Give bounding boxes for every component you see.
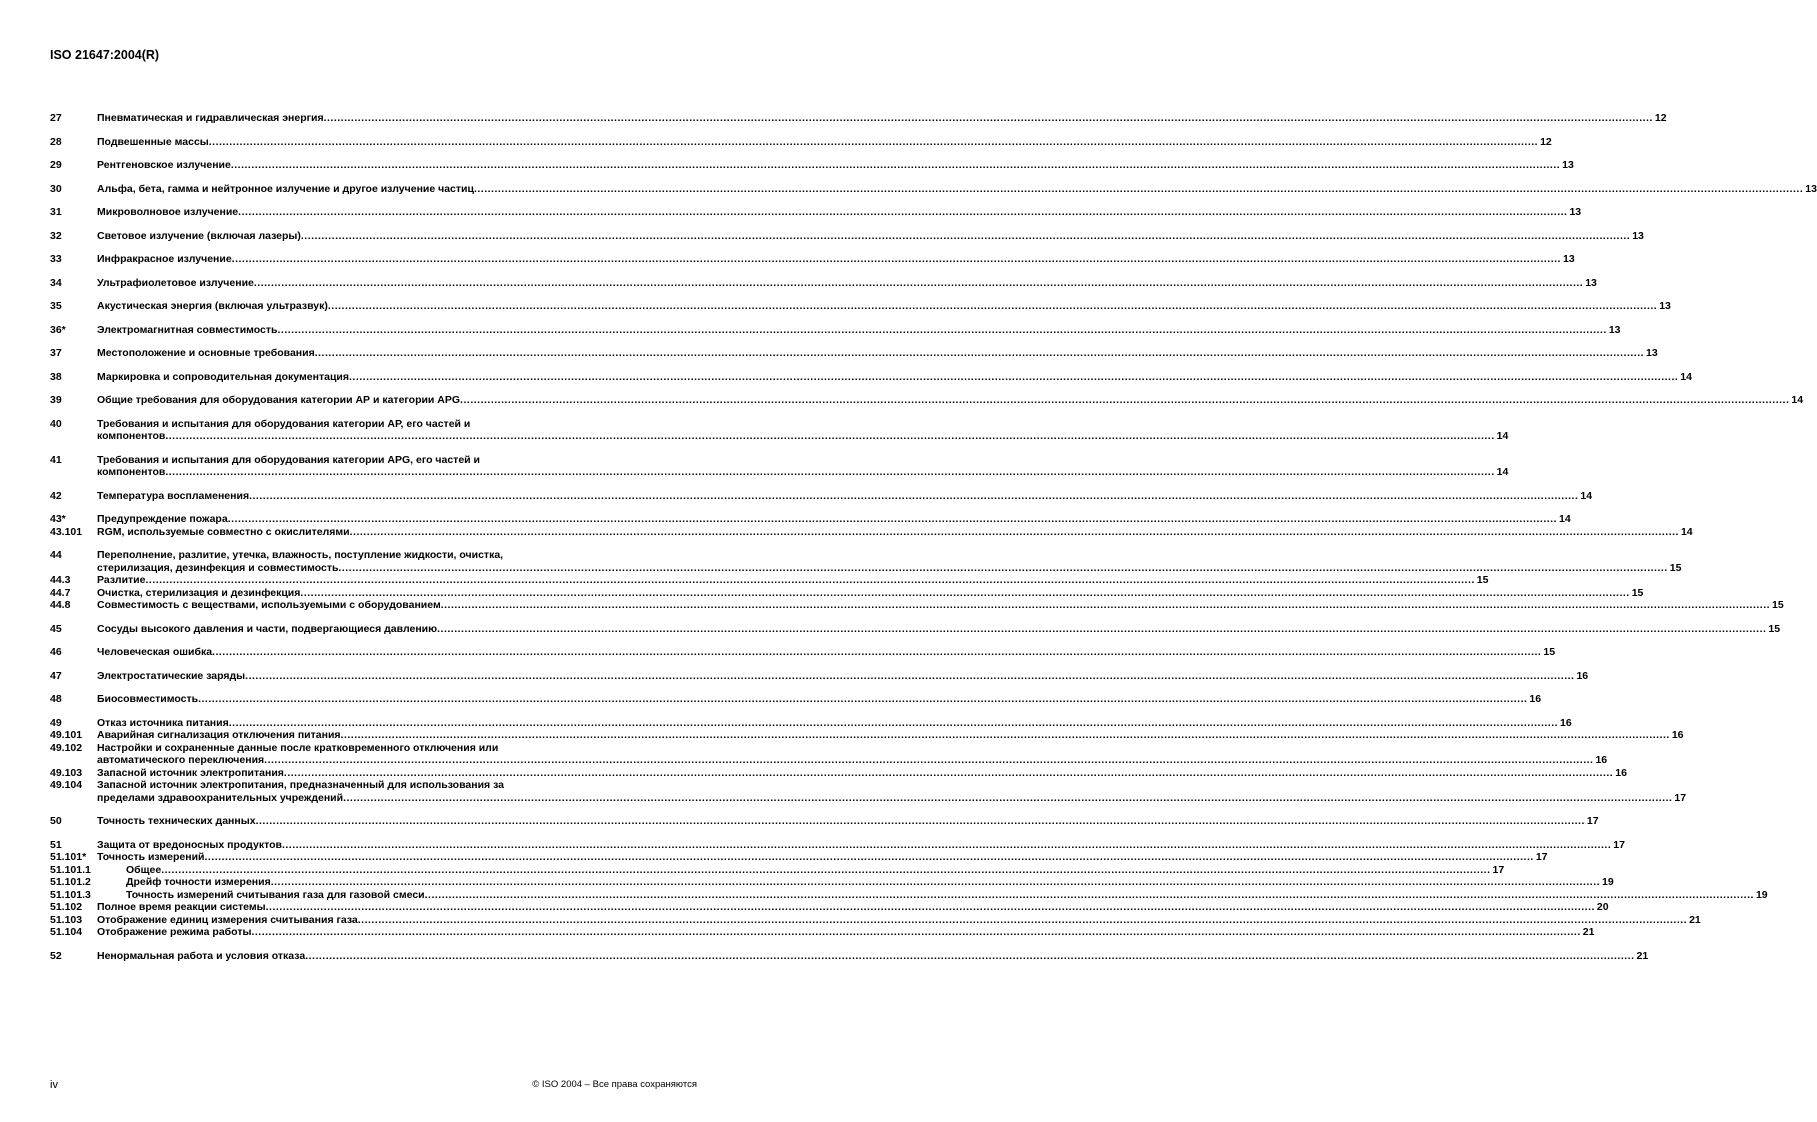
toc-entry[interactable] (50, 901, 1609, 914)
toc-entry-number: 51.101.2 (50, 876, 91, 888)
toc-entry-page: 13 (1569, 206, 1582, 218)
dot-leader (238, 206, 1567, 219)
dot-leader (212, 646, 1541, 659)
dot-leader (300, 587, 1629, 600)
toc-entry-page: 13 (1646, 347, 1658, 359)
dot-leader (205, 851, 1534, 864)
toc-entry-title: автоматического переключения (97, 754, 265, 766)
toc-entry-page: 21 (1582, 926, 1595, 938)
toc-entry[interactable] (50, 253, 1575, 266)
toc-entry-title: Местоположение и основные требования (97, 347, 315, 359)
toc-entry-page: 14 (1496, 430, 1509, 442)
toc-entry[interactable] (50, 525, 1693, 539)
toc-entry-title: Разлитие (97, 574, 146, 586)
toc-entry-page: 15 (1631, 586, 1644, 599)
toc-entry-title: Подвешенные массы (97, 135, 209, 148)
toc-entry-number: 29 (50, 159, 62, 171)
toc-entry-number: 36* (50, 323, 66, 336)
dot-leader (425, 889, 1754, 902)
toc-entry-title: Температура воспламенения (97, 489, 250, 502)
toc-entry-title: Сосуды высокого давления и части, подвергающиеся давлению (97, 622, 438, 635)
toc-entry-title: Ненормальная работа и условия отказа (97, 949, 306, 962)
toc-entry[interactable] (50, 693, 1542, 706)
toc-entry[interactable] (50, 182, 1817, 196)
toc-entry-title: Очистка, стерилизация и дезинфекция (97, 586, 301, 599)
toc-entry-title: Отображение единиц измерения считывания газа (97, 913, 358, 926)
dot-leader (328, 300, 1657, 313)
toc-entry-title: Защита от вредоносных продуктов (97, 838, 282, 851)
toc-entry-page: 12 (1540, 135, 1552, 148)
dot-leader (266, 901, 1595, 914)
toc-entry-title: Рентгеновское излучение (97, 159, 231, 171)
toc-entry[interactable] (50, 574, 1489, 587)
toc-entry-number: 44.7 (50, 586, 71, 599)
toc-entry[interactable] (50, 838, 1625, 852)
toc-entry-number: 45 (50, 622, 62, 635)
toc-entry[interactable] (50, 276, 1597, 290)
toc-entry-title: Биосовместимость (97, 693, 199, 705)
toc-entry-number: 49.101 (50, 729, 83, 741)
toc-entry-title-line1: Требования и испытания для оборудования категории APG, его частей и (97, 453, 480, 466)
toc-entry[interactable] (50, 489, 1593, 503)
toc-entry-page: 16 (1529, 693, 1542, 705)
dot-leader (161, 864, 1490, 877)
toc-entry-page: 17 (1674, 791, 1687, 804)
toc-entry[interactable] (50, 347, 1658, 360)
toc-entry-number: 49.102 (50, 741, 83, 754)
toc-entry[interactable] (50, 112, 1667, 125)
toc-entry-number: 30 (50, 182, 62, 195)
toc-entry-number: 44.8 (50, 599, 71, 611)
dot-leader (278, 324, 1607, 337)
toc-entry-title: пределами здравоохранительных учреждений (97, 791, 344, 804)
toc-entry-title: Точность измерений (97, 851, 205, 863)
dot-leader (341, 729, 1670, 742)
dot-leader (209, 136, 1538, 149)
toc-entry-title: Запасной источник электропитания (97, 766, 284, 779)
dot-leader (232, 253, 1561, 266)
dot-leader (441, 599, 1770, 612)
toc-entry[interactable] (50, 949, 1649, 963)
toc-entry-page: 13 (1659, 300, 1671, 312)
toc-entry-number: 32 (50, 229, 62, 242)
table-of-contents (50, 112, 1817, 962)
toc-entry-title: Микроволновое излучение (97, 206, 239, 218)
dot-leader (284, 767, 1613, 780)
toc-entry-page: 14 (1580, 489, 1593, 502)
toc-entry-number: 33 (50, 253, 62, 265)
toc-entry-number: 39 (50, 394, 62, 406)
toc-entry[interactable] (50, 622, 1781, 636)
dot-leader (251, 926, 1580, 939)
dot-leader (358, 914, 1687, 927)
toc-entry-number: 37 (50, 347, 62, 359)
toc-entry-number: 51.101.3 (50, 888, 91, 901)
dot-leader (301, 230, 1630, 243)
toc-entry-title: Пневматическая и гидравлическая энергия (97, 112, 324, 124)
toc-entry[interactable] (50, 135, 1552, 149)
toc-entry-page: 16 (1595, 754, 1608, 766)
dot-leader (350, 526, 1679, 539)
dot-leader (256, 815, 1585, 828)
toc-entry-number: 27 (50, 112, 62, 124)
toc-entry[interactable] (50, 888, 1768, 902)
toc-entry-title: Предупреждение пожара (97, 513, 228, 525)
toc-entry[interactable] (50, 729, 1684, 742)
toc-entry-number: 51.102 (50, 901, 83, 913)
toc-entry[interactable] (50, 913, 1701, 927)
toc-entry[interactable] (50, 926, 1595, 939)
toc-entry-page: 13 (1608, 323, 1621, 336)
toc-entry-page: 19 (1755, 888, 1768, 901)
toc-entry-title: Электростатические заряды (97, 669, 246, 682)
toc-entry-title: Дрейф точности измерения (126, 876, 271, 888)
toc-entry[interactable] (50, 766, 1627, 780)
toc-entry-title: Общее (126, 863, 162, 876)
toc-entry-title: Аварийная сигнализация отключения питания (97, 729, 341, 741)
toc-entry-title: Инфракрасное излучение (97, 253, 232, 265)
toc-entry-number: 40 (50, 417, 62, 430)
toc-entry-page: 14 (1680, 370, 1692, 383)
toc-entry-number: 44 (50, 549, 62, 561)
toc-entry-title-line1: Запасной источник электропитания, предназначенный для использования за (97, 779, 505, 791)
dot-leader (282, 839, 1611, 852)
toc-entry[interactable] (50, 863, 1505, 877)
dot-leader (228, 513, 1557, 526)
toc-entry-number: 47 (50, 669, 62, 682)
toc-entry-title: Акустическая энергия (включая ультразвук) (97, 300, 328, 312)
toc-entry-page: 13 (1632, 229, 1644, 242)
toc-entry[interactable] (50, 741, 1608, 767)
dot-leader (165, 430, 1494, 443)
toc-entry-page: 16 (1615, 766, 1627, 779)
toc-entry-number: 42 (50, 489, 62, 502)
toc-entry-title: Совместимость с веществами, используемыми с оборудованием (97, 599, 441, 611)
toc-entry-page: 16 (1560, 716, 1572, 729)
toc-entry-page: 13 (1562, 159, 1574, 171)
toc-entry-page: 17 (1586, 815, 1599, 827)
toc-entry-number: 34 (50, 276, 62, 289)
toc-entry-title: Человеческая ошибка (97, 646, 213, 658)
toc-entry-title: компонентов (97, 430, 166, 442)
toc-entry-page: 13 (1805, 182, 1817, 195)
toc-entry-number: 44.3 (50, 574, 71, 586)
toc-entry-number: 48 (50, 693, 62, 705)
toc-entry-page: 15 (1476, 574, 1489, 586)
dot-leader (145, 574, 1474, 587)
toc-entry-title-line1: Настройки и сохраненные данные после кратковременного отключения или (97, 741, 499, 754)
dot-leader (338, 562, 1667, 575)
toc-entry-title: Полное время реакции системы (97, 901, 266, 913)
toc-entry-number: 49 (50, 716, 62, 729)
dot-leader (437, 623, 1766, 636)
toc-entry-page: 12 (1654, 112, 1667, 124)
toc-entry-number: 52 (50, 949, 62, 962)
toc-entry-title: Альфа, бета, гамма и нейтронное излучение и другое излучение частиц (97, 182, 474, 195)
toc-entry[interactable] (50, 646, 1556, 659)
toc-entry-page: 17 (1613, 838, 1625, 851)
toc-entry[interactable] (50, 370, 1692, 384)
toc-entry-title: Световое излучение (включая лазеры) (97, 229, 301, 242)
page-number: iv (50, 1079, 58, 1091)
toc-entry-page: 14 (1680, 525, 1693, 538)
toc-entry[interactable] (50, 599, 1784, 612)
toc-entry[interactable] (50, 876, 1614, 889)
toc-entry-page: 15 (1772, 599, 1784, 611)
toc-entry-page: 15 (1768, 622, 1781, 635)
dot-leader (245, 670, 1574, 683)
toc-entry-number: 51.103 (50, 913, 83, 926)
toc-entry-page: 15 (1669, 561, 1682, 574)
toc-entry-page: 20 (1596, 901, 1609, 913)
toc-entry-page: 15 (1543, 646, 1556, 658)
dot-leader (460, 394, 1789, 407)
toc-entry-title-line1: Переполнение, разлитие, утечка, влажность, поступление жидкости, очистка, (97, 549, 504, 561)
toc-entry-number: 46 (50, 646, 62, 658)
toc-entry-title: Общие требования для оборудования категории АР и категории APG (97, 394, 461, 406)
toc-entry[interactable] (50, 417, 1509, 443)
toc-entry-page: 17 (1492, 863, 1505, 876)
toc-entry-number: 51 (50, 838, 62, 851)
toc-entry-title: компонентов (97, 466, 166, 478)
toc-entry-title: RGM, используемые совместно с окислителями (97, 525, 350, 538)
copyright-notice: © ISO 2004 – Все права сохраняются (532, 1079, 697, 1090)
dot-leader (343, 792, 1672, 805)
dot-leader (349, 371, 1678, 384)
dot-leader (315, 347, 1644, 360)
toc-entry[interactable] (50, 300, 1671, 313)
toc-entry[interactable] (50, 206, 1582, 219)
toc-entry[interactable] (50, 513, 1571, 526)
toc-entry[interactable] (50, 815, 1599, 828)
toc-entry-title: стерилизация, дезинфекция и совместимость (97, 561, 339, 574)
toc-entry-number: 28 (50, 135, 62, 148)
toc-entry-number: 51.101.1 (50, 863, 91, 876)
dot-leader (249, 490, 1578, 503)
toc-entry-page: 17 (1535, 851, 1548, 863)
toc-entry-title: Электромагнитная совместимость (97, 323, 278, 336)
dot-leader (271, 876, 1600, 889)
toc-entry[interactable] (50, 586, 1644, 600)
toc-entry-page: 14 (1791, 394, 1804, 406)
toc-entry[interactable] (50, 779, 1687, 804)
toc-entry[interactable] (50, 323, 1621, 337)
document-id: ISO 21647:2004(R) (50, 48, 160, 62)
toc-entry-page: 16 (1671, 729, 1684, 741)
toc-entry-number: 35 (50, 300, 62, 312)
toc-entry-page: 19 (1602, 876, 1614, 888)
toc-entry[interactable] (50, 453, 1509, 479)
toc-entry-page: 21 (1636, 949, 1649, 962)
toc-entry[interactable] (50, 229, 1644, 243)
dot-leader (474, 183, 1803, 196)
toc-entry-page: 13 (1562, 253, 1575, 265)
toc-entry-page: 13 (1585, 276, 1597, 289)
dot-leader (231, 159, 1560, 172)
toc-entry-page: 14 (1559, 513, 1571, 525)
toc-entry[interactable] (50, 394, 1804, 407)
toc-entry-title: Маркировка и сопроводительная документация (97, 370, 349, 383)
toc-entry-page: 21 (1689, 913, 1701, 926)
dot-leader (305, 950, 1634, 963)
dot-leader (324, 112, 1653, 125)
dot-leader (165, 466, 1494, 479)
toc-entry-page: 14 (1496, 466, 1509, 478)
toc-entry-page: 16 (1576, 669, 1589, 682)
toc-entry-number: 41 (50, 453, 62, 466)
toc-entry-title: Ультрафиолетовое излучение (97, 276, 254, 289)
toc-entry-number: 38 (50, 370, 62, 383)
dot-leader (198, 693, 1527, 706)
toc-entry-title-line1: Требования и испытания для оборудования категории АР, его частей и (97, 417, 471, 430)
toc-entry-number: 31 (50, 206, 62, 218)
toc-entry-number: 43* (50, 513, 66, 525)
toc-entry-number: 49.104 (50, 779, 83, 791)
toc-entry-title: Отказ источника питания (97, 716, 229, 729)
toc-entry-title: Отображение режима работы (97, 926, 252, 938)
toc-entry-number: 43.101 (50, 525, 83, 538)
dot-leader (229, 717, 1558, 730)
toc-entry[interactable] (50, 549, 1682, 574)
toc-entry[interactable] (50, 159, 1574, 172)
toc-entry-number: 51.104 (50, 926, 83, 938)
toc-entry-number: 50 (50, 815, 62, 827)
toc-entry-title: Точность технических данных (97, 815, 256, 827)
dot-leader (254, 277, 1583, 290)
toc-entry-title: Точность измерений считывания газа для газовой смеси (126, 888, 425, 901)
toc-entry[interactable] (50, 716, 1572, 730)
dot-leader (264, 754, 1593, 767)
toc-entry-number: 51.101* (50, 851, 87, 863)
toc-entry-number: 49.103 (50, 766, 83, 779)
toc-entry[interactable] (50, 851, 1548, 864)
toc-entry[interactable] (50, 669, 1589, 683)
